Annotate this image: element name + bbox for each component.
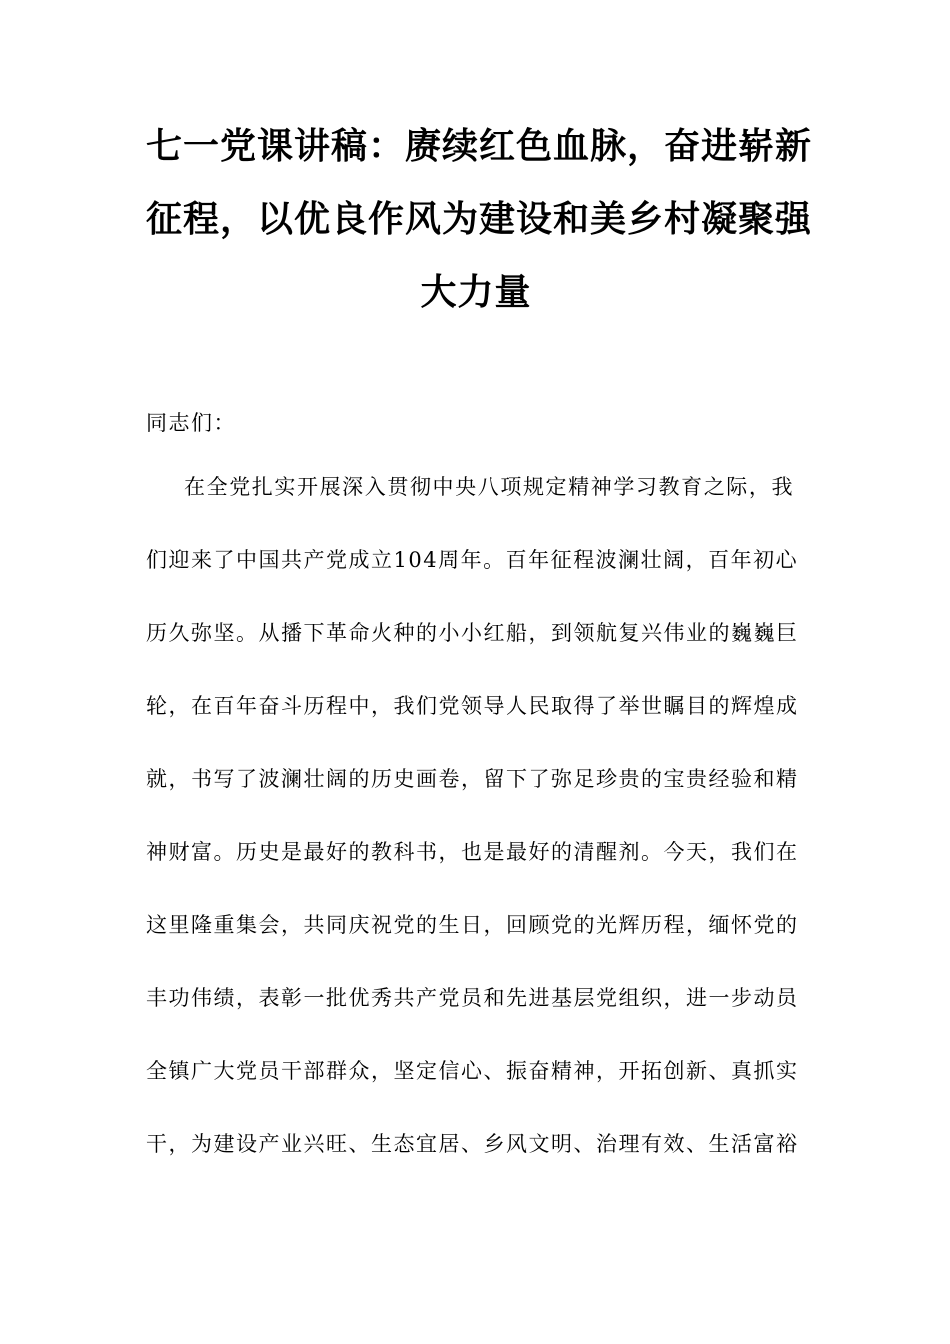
title-line: 大力量 <box>420 271 532 313</box>
document-title <box>146 110 813 329</box>
paragraph-line: 在全党扎实开展深入贯彻中央八项规定精神学习教育之际，我 <box>184 475 794 499</box>
paragraph-line: 们迎来了中国共产党成立104周年。百年征程波澜壮阔，百年初心 <box>146 548 799 572</box>
paragraph-line: 丰功伟绩，表彰一批优秀共产党员和先进基层党组织，进一步动员 <box>146 986 799 1010</box>
paragraph-line: 全镇广大党员干部群众，坚定信心、振奋精神，开拓创新、真抓实 <box>146 1059 799 1083</box>
salutation: 同志们： <box>146 411 236 435</box>
paragraph-line: 就，书写了波澜壮阔的历史画卷，留下了弥足珍贵的宝贵经验和精 <box>146 767 799 791</box>
paragraph-line: 神财富。历史是最好的教科书，也是最好的清醒剂。今天，我们在 <box>146 840 799 864</box>
paragraph-line: 这里隆重集会，共同庆祝党的生日，回顾党的光辉历程，缅怀党的 <box>146 913 799 937</box>
title-line: 征程，以优良作风为建设和美乡村凝聚强 <box>146 198 813 240</box>
body-paragraph <box>146 451 799 1181</box>
paragraph-line: 干，为建设产业兴旺、生态宜居、乡风文明、治理有效、生活富裕 <box>146 1132 799 1156</box>
title-line: 七一党课讲稿：赓续红色血脉，奋进崭新 <box>146 125 813 167</box>
paragraph-line: 历久弥坚。从播下革命火种的小小红船，到领航复兴伟业的巍巍巨 <box>146 621 799 645</box>
paragraph-line: 轮，在百年奋斗历程中，我们党领导人民取得了举世瞩目的辉煌成 <box>146 694 799 718</box>
